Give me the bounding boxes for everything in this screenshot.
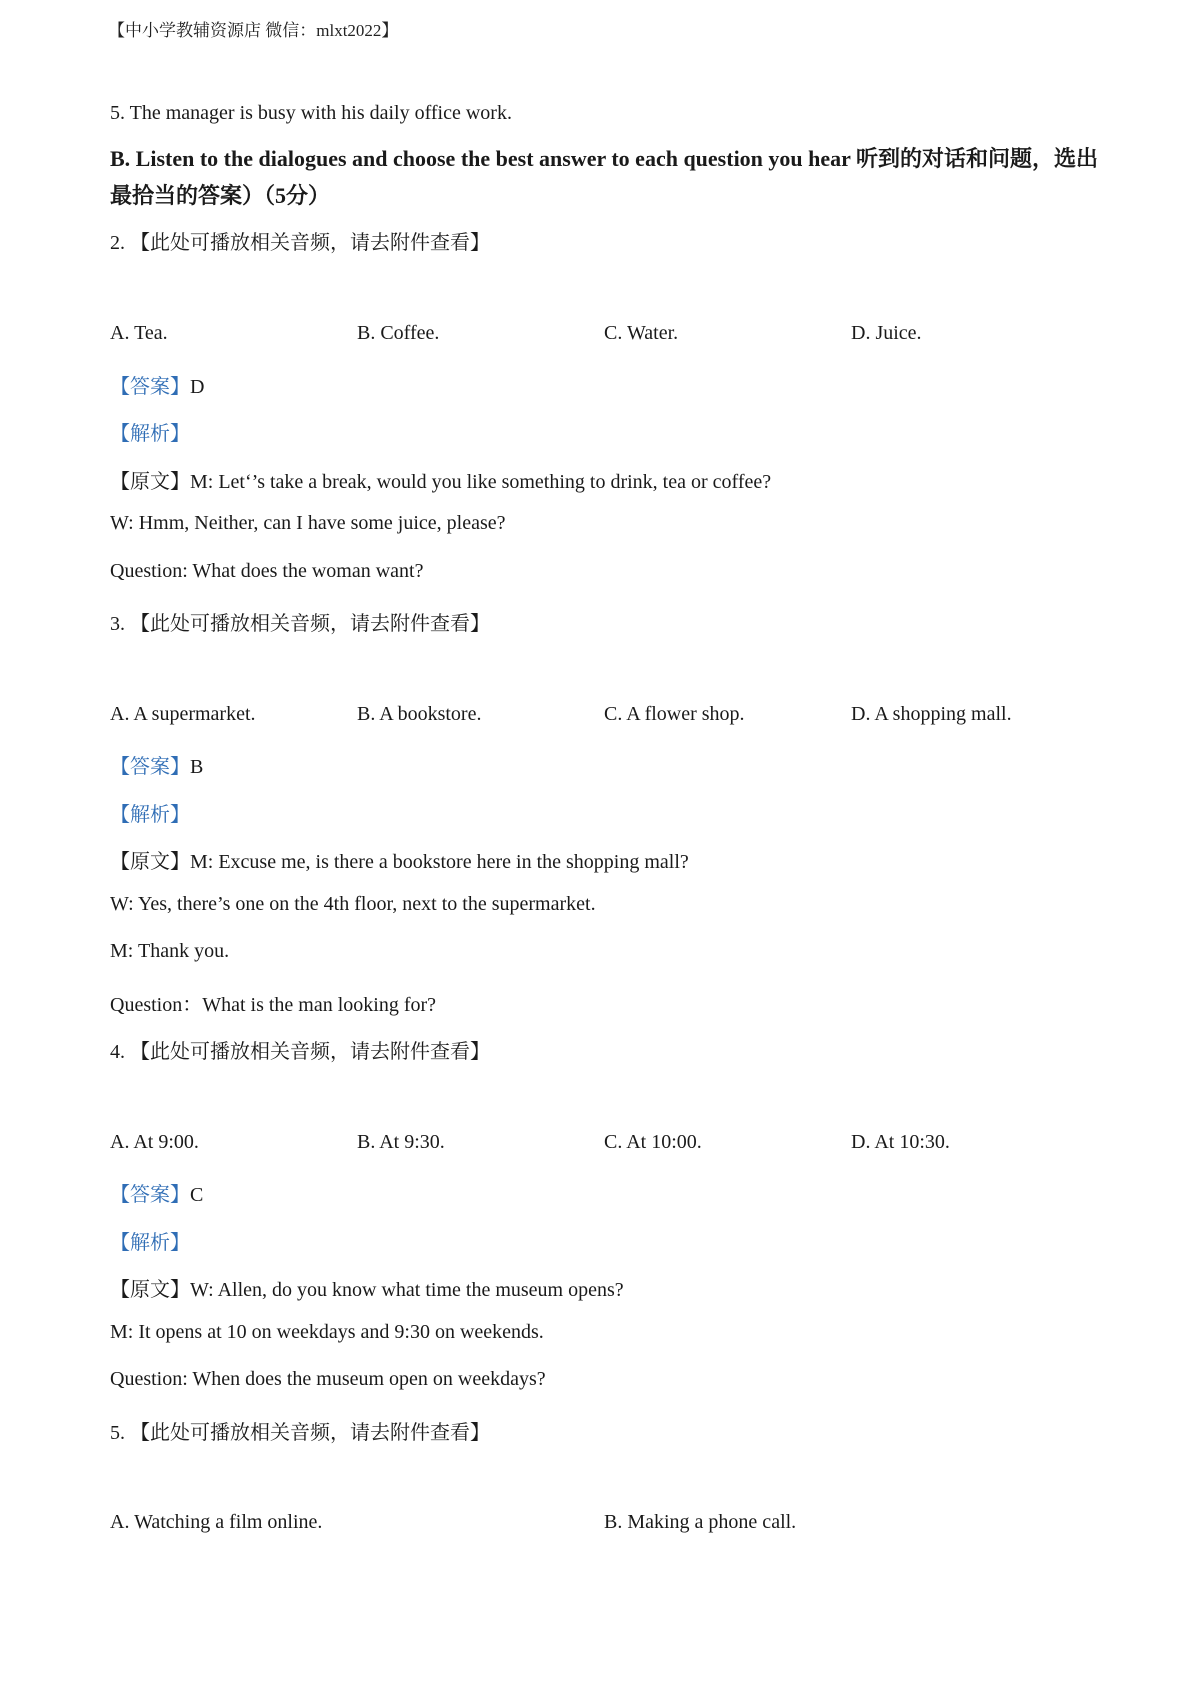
q2-option-d: D. Juice. xyxy=(851,322,922,344)
q2-answer-row xyxy=(110,370,204,399)
q3-number: 3. 【此处可播放相关音频，请去附件查看】 xyxy=(110,613,490,635)
answer-label: 【答案】 xyxy=(110,376,190,398)
q4-transcript-line-3: Question: When does the museum open on weekdays? xyxy=(110,1368,546,1390)
q4-answer-row xyxy=(110,1178,203,1207)
q2-option-a: A. Tea. xyxy=(110,322,168,344)
original-label: 【原文】 xyxy=(110,471,190,493)
q3-transcript-line-3: M: Thank you. xyxy=(110,940,230,962)
transcript-text: M: Excuse me, is there a bookstore here in the shopping mall? xyxy=(190,851,689,873)
answer-label: 【答案】 xyxy=(110,1184,190,1206)
q4-option-b: B. At 9:30. xyxy=(357,1131,445,1153)
q2-analysis-label: 【解析】 xyxy=(110,423,190,445)
q3-answer-row xyxy=(110,750,203,779)
q4-option-a: A. At 9:00. xyxy=(110,1131,199,1153)
q2-answer: D xyxy=(190,376,205,398)
q3-analysis-label: 【解析】 xyxy=(110,804,190,826)
q4-transcript-line-1 xyxy=(110,1273,624,1302)
transcript-text: M: Let‘’s take a break, would you like something to drink, tea or coffee? xyxy=(190,471,772,493)
page-header: 【中小学教辅资源店 微信：mlxt2022】 xyxy=(108,21,399,40)
answer-label: 【答案】 xyxy=(110,756,190,778)
q2-transcript-line-3: Question: What does the woman want? xyxy=(110,560,424,582)
intro-line: 5. The manager is busy with his daily office work. xyxy=(110,102,512,124)
q3-transcript-line-2: W: Yes, there’s one on the 4th floor, next to the supermarket. xyxy=(110,893,596,915)
q2-option-c: C. Water. xyxy=(604,322,679,344)
section-b-heading: B. Listen to the dialogues and choose the best answer to each question you hear 听到的对话和问题，选出最拾当的答案）（5分） xyxy=(110,146,1099,208)
q5-number: 5. 【此处可播放相关音频，请去附件查看】 xyxy=(110,1422,490,1444)
q3-option-b: B. A bookstore. xyxy=(357,703,482,725)
q3-option-d: D. A shopping mall. xyxy=(851,703,1012,725)
original-label: 【原文】 xyxy=(110,1279,190,1301)
q5-option-b: B. Making a phone call. xyxy=(604,1511,797,1533)
q2-number: 2. 【此处可播放相关音频，请去附件查看】 xyxy=(110,232,490,254)
q2-option-b: B. Coffee. xyxy=(357,322,440,344)
q3-option-a: A. A supermarket. xyxy=(110,703,256,725)
q5-option-a: A. Watching a film online. xyxy=(110,1511,323,1533)
q3-transcript-line-4: Question：What is the man looking for? xyxy=(110,994,437,1016)
q2-transcript-line-1 xyxy=(110,465,771,494)
q2-transcript-line-2: W: Hmm, Neither, can I have some juice, please? xyxy=(110,512,506,534)
q4-number: 4. 【此处可播放相关音频，请去附件查看】 xyxy=(110,1041,490,1063)
transcript-text: W: Allen, do you know what time the museum opens? xyxy=(190,1279,624,1301)
q4-option-d: D. At 10:30. xyxy=(851,1131,950,1153)
q3-answer: B xyxy=(190,756,204,778)
q3-option-c: C. A flower shop. xyxy=(604,703,745,725)
q3-transcript-line-1 xyxy=(110,845,689,874)
q4-transcript-line-2: M: It opens at 10 on weekdays and 9:30 on weekends. xyxy=(110,1321,544,1343)
q4-answer: C xyxy=(190,1184,204,1206)
q4-analysis-label: 【解析】 xyxy=(110,1232,190,1254)
q4-option-c: C. At 10:00. xyxy=(604,1131,702,1153)
original-label: 【原文】 xyxy=(110,851,190,873)
